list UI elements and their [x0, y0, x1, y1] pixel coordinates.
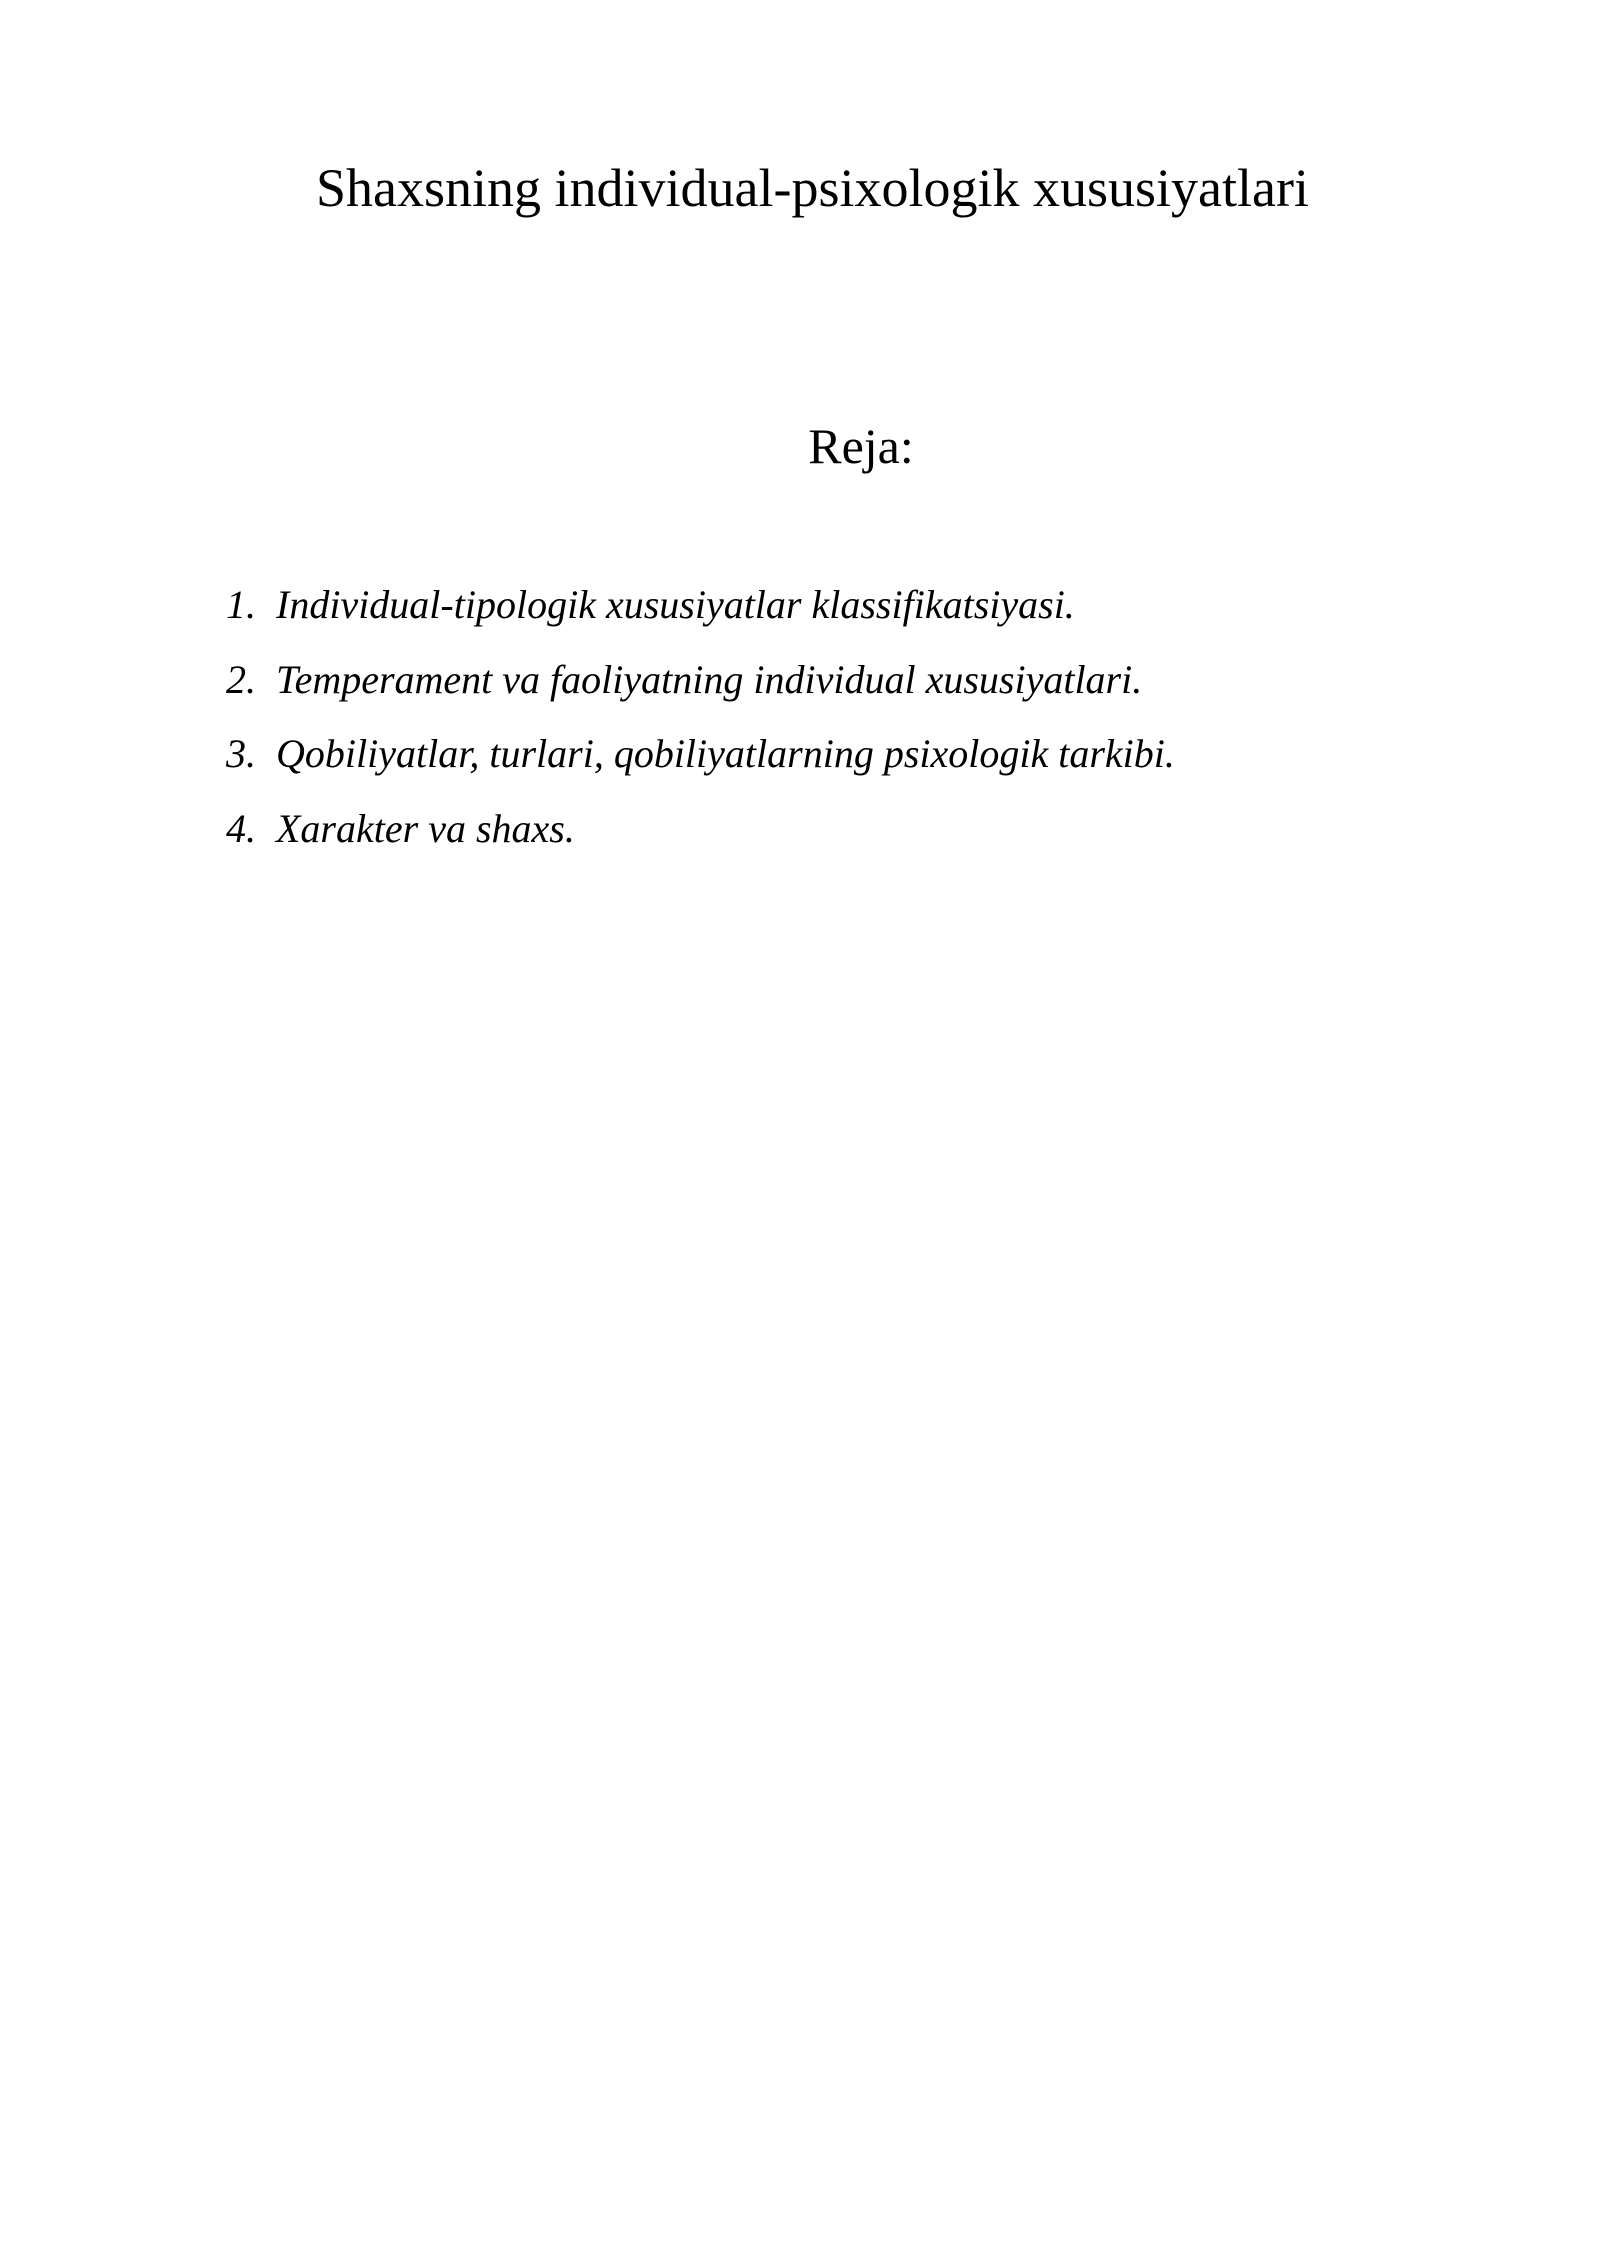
document-title: Shaxsning individual-psixologik xususiyatlari [316, 158, 1309, 218]
plan-item-number: 3. [226, 731, 256, 776]
plan-list [226, 568, 1175, 866]
plan-heading: Reja: [808, 418, 914, 474]
plan-item-number: 4. [226, 805, 256, 851]
plan-item-number: 2. [226, 656, 256, 702]
plan-item-4 [226, 792, 1175, 867]
plan-item-2 [226, 643, 1175, 718]
plan-item-text: Temperament va faoliyatning individual xususiyatlari. [276, 656, 1143, 702]
plan-item-text: Qobiliyatlar, turlari, qobiliyatlarning psixologik tarkibi. [276, 731, 1175, 776]
plan-item-text: Xarakter va shaxs. [276, 805, 575, 851]
plan-item-text: Individual-tipologik xususiyatlar klassifikatsiyasi. [276, 582, 1075, 627]
plan-item-3 [226, 717, 1175, 792]
plan-item-number: 1. [226, 582, 256, 627]
plan-item-1 [226, 568, 1175, 643]
